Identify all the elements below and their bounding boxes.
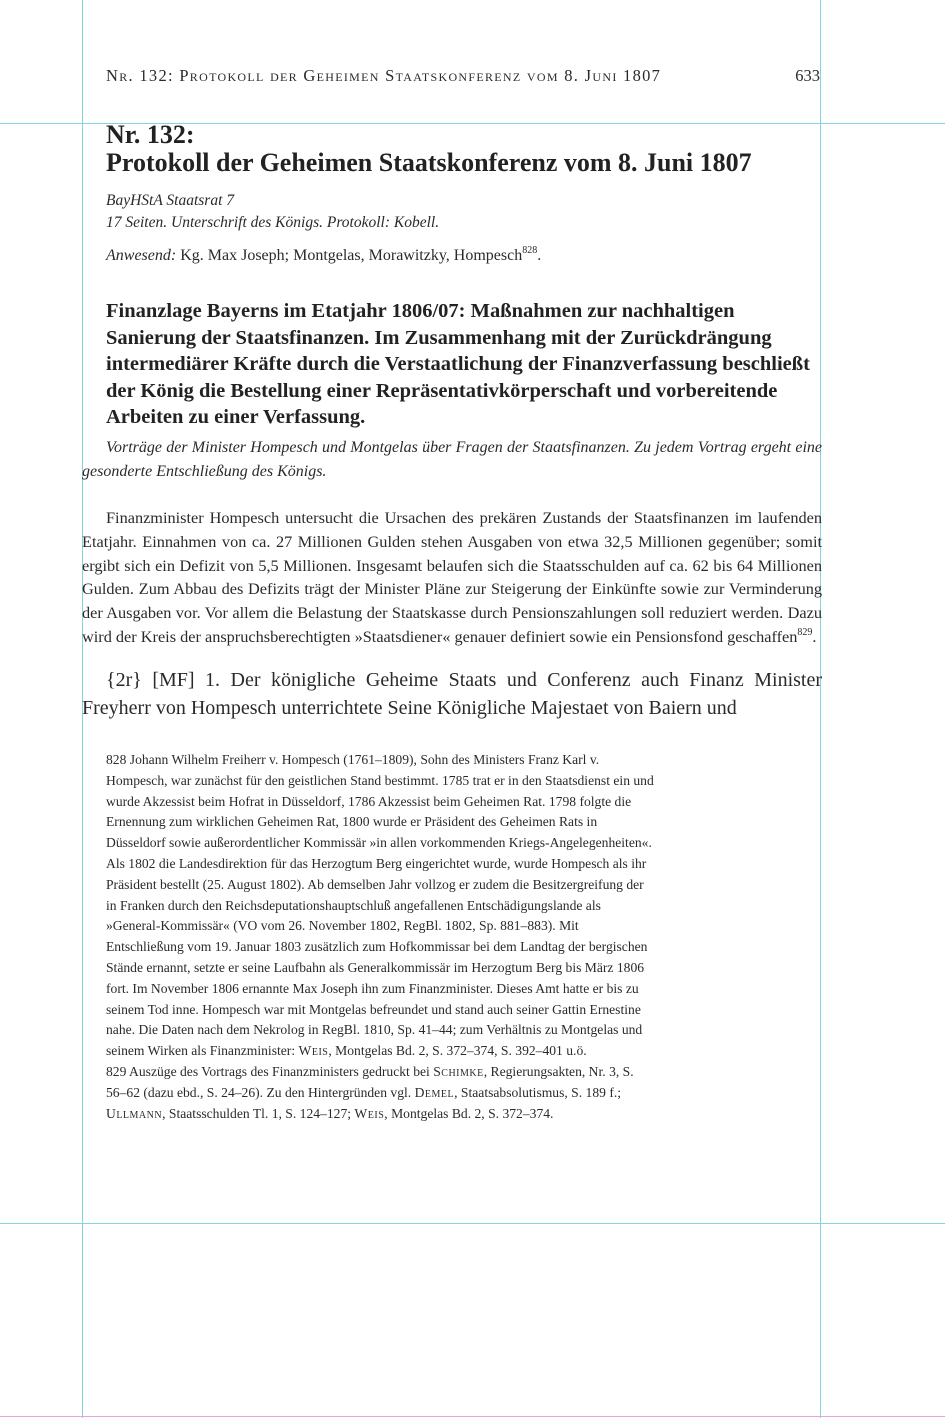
attendees-text: Kg. Max Joseph; Montgelas, Morawitzky, Hompesch: [176, 247, 523, 264]
protocol-text: {2r} [MF] 1. Der königliche Geheime Staats und Conferenz auch Finanz Minister Freyherr von Hompesch unterrichtete Seine Königliche Majestaet von Baiern und: [82, 669, 822, 719]
author-demel: Demel: [414, 1084, 455, 1100]
footnote-828-text: 828 Johann Wilhelm Freiherr v. Hompesch (1761–1809), Sohn des Ministers Franz Karl v. Hompesch, war zunächst für den geistlichen Stand bestimmt. 1785 trat er in den Staatsdienst ein und wurde Akzessist beim Hofrat in Düsseldorf, 1786 Akzessist beim Geheimen Rat. 1798 folgte die Ernennung zum wirklichen Geheimen Rat, 1800 wurde er Präsident des Geheimen Rats in Düsseldorf sowie außerordentlicher Kommissär »in allen vorkommenden Kriegs-Angelegenheiten«. Als 1802 die Landesdirektion für das Herzogtum Berg eingerichtet wurde, wurde Hompesch als ihr Präsident bestellt (25. August 1802). Ab demselben Jahr vollzog er zudem die Besitzergreifung der in Franken durch den Reichsdeputationshauptschluß angefallenen Entschädigungslande als »General-Kommissär« (VO vom 26. November 1802, RegBl. 1802, Sp. 881–883). Mit Entschließung vom 19. Januar 1803 zusätzlich zum Hofkommissar bei dem Landtag der bergischen Stände ernannt, setzte er seine Laufbahn als Generalkommissär im Herzogtum Berg bis März 1806 fort. Im November 1806 ernannte Max Joseph ihn zum Finanzminister. Dieses Amt hatte er bis zu seinem Tod inne. Hompesch war mit Montgelas befreundet und stand auch seiner Gattin Ernestine nahe. Die Daten nach dem Nekrolog in RegBl. 1810, Sp. 41–44; zum Verhältnis zu Montgelas und seinem Wirken als Finanzminister:: [106, 752, 654, 1059]
footnote-828: [106, 750, 654, 1062]
page-edge-line: [0, 1416, 945, 1417]
document-title: [106, 121, 820, 177]
footnote-829-text-e: , Montgelas Bd. 2, S. 372–374.: [384, 1105, 554, 1121]
footnote-829-text-b: , Regierungsakten, Nr. 3, S. 56–62 (dazu ebd., S. 24–26). Zu den Hintergründen vgl.: [106, 1063, 634, 1100]
body-paragraph-end: .: [812, 626, 817, 646]
footnote-829-text-d: , Staatsschulden Tl. 1, S. 124–127;: [162, 1105, 355, 1121]
author-weis: Weis: [298, 1043, 329, 1059]
footnote-ref-828[interactable]: 828: [522, 245, 538, 256]
guide-line-bottom: [0, 1223, 945, 1224]
summary-heading: Finanzlage Bayerns im Etatjahr 1806/07: Maßnahmen zur nachhaltigen Sanierung der Staatsfinanzen. Im Zusammenhang mit der Zurückdrängung intermediärer Kräfte durch die Verstaatlichung der Finanzverfassung beschließt der König die Bestellung einer Repräsentativkörperschaft und vorbereitende Arbeiten zu einer Verfassung.: [106, 300, 810, 428]
attendees-end: .: [537, 247, 542, 264]
document-number: Nr. 132:: [106, 120, 195, 149]
footnote-829-text-a: 829 Auszüge des Vortrags des Finanzministers gedruckt bei: [106, 1063, 434, 1079]
running-head: Nr. 132: Protokoll der Geheimen Staatskonferenz vom 8. Juni 1807: [106, 66, 662, 85]
body-paragraph: [82, 506, 822, 652]
footnote-ref-829[interactable]: 829: [797, 626, 813, 638]
archive-reference: BayHStA Staatsrat 7: [106, 192, 235, 209]
author-weis-2: Weis: [354, 1105, 385, 1121]
body-paragraph-text: Finanzminister Hompesch untersucht die Ursachen des prekären Zustands der Staatsfinanzen im laufenden Etatjahr. Einnahmen von ca. 27 Millionen Gulden stehen Ausgaben von etwa 32,5 Millionen gegenüber; somit ergibt sich ein Defizit von 5,5 Millionen. Insgesamt belaufen sich die Staatsschulden auf ca. 62 bis 64 Millionen Gulden. Zum Abbau des Defizits trägt der Minister Pläne zur Steigerung der Einkünfte sowie zur Verminderung der Ausgaben vor. Vor allem die Belastung der Staatskasse durch Pensionszahlungen soll reduziert werden. Dazu wird der Kreis der anspruchsberechtigten »Staatsdiener« genauer definiert sowie ein Pensionsfond geschaffen: [82, 508, 822, 646]
footnote-829-text-c: , Staatsabsolutismus, S. 189 f.;: [454, 1084, 622, 1100]
document-description: 17 Seiten. Unterschrift des Königs. Protokoll: Kobell.: [106, 214, 440, 231]
footnotes: [106, 750, 654, 1124]
author-schimke: Schimke: [433, 1063, 484, 1079]
attendees-label: Anwesend:: [106, 247, 177, 264]
footnote-829: [106, 1062, 654, 1124]
summary-note: Vorträge der Minister Hompesch und Montgelas über Fragen der Staatsfinanzen. Zu jedem Vortrag ergeht eine gesonderte Entschließung des Königs.: [82, 439, 822, 480]
page-number: 633: [795, 66, 820, 85]
attendees-line: [106, 245, 820, 269]
footnote-828-end: , Montgelas Bd. 2, S. 372–374, S. 392–401 u.ö.: [328, 1043, 587, 1059]
document-title-text: Protokoll der Geheimen Staatskonferenz vom 8. Juni 1807: [106, 148, 752, 177]
author-ullmann: Ullmann: [106, 1105, 163, 1121]
